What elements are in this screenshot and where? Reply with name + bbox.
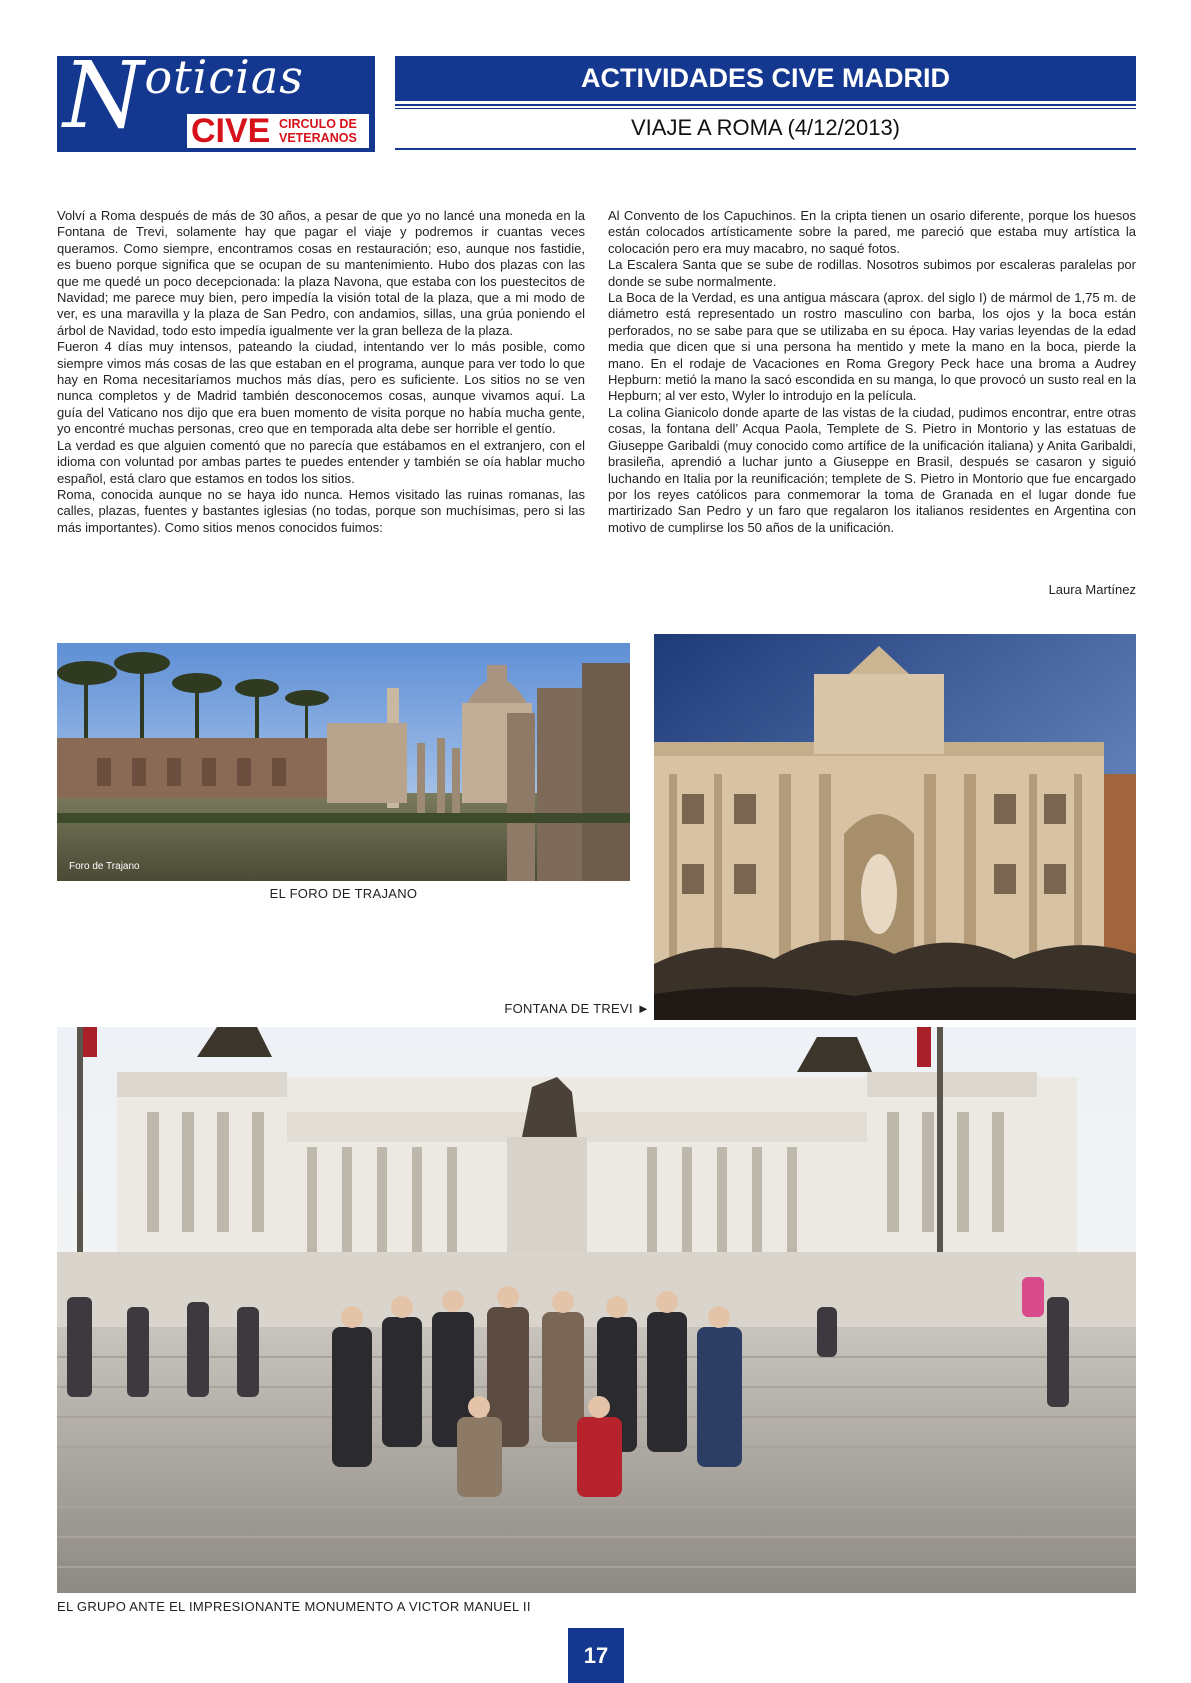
noticias-cive-logo xyxy=(57,56,375,152)
article-column-right xyxy=(608,208,1136,536)
paragraph: Volví a Roma después de más de 30 años, a pesar de que yo no lancé una moneda en la Fontana de Trevi, solamente hay que pagar el viaje y podremos ir cuantas veces queramos. Como siempre, encontramos cosas en restauración; eso, aunque nos fastidie, es bueno porque significa que se ocupan de su mantenimiento. Hubo dos plazas con las que me quedé un poco decepcionada: la plaza Navona, que estaba con los puestecitos de Navidad; me parece muy bien, pero impedía la visión total de la plaza, que a mi modo de ver, es una maravilla y la plaza de San Pedro, con andamios, sillas, una grúa poniendo el árbol de Navidad, todo esto impedía igualmente ver la gran belleza de la plaza. xyxy=(57,208,585,338)
paragraph: La colina Gianicolo donde aparte de las vistas de la ciudad, pudimos encontrar, entre otras cosas, la fontana dell’ Acqua Paola, Templete de S. Pietro in Montorio y las estatuas de Giuseppe Garibaldi (muy conocido como artífice de la unificación italiana) y Anita Garibaldi, brasileña, aprendió a luchar junto a Giuseppe en Brasil, después se casaron y siguió luchando en Italia por la reunificación; templete de S. Pietro in Montorio que fue encargado por los reyes católicos para conmemorar la toma de Granada en el lugar donde fue martirizado San Pedro y un faro que regalaron los italianos residentes en Argentina con motivo de cumplirse los 50 años de la unificación. xyxy=(608,404,1136,535)
paragraph: Roma, conocida aunque no se haya ido nunca. Hemos visitado las ruinas romanas, las calles, plazas, fuentes y bastantes iglesias (no todas, porque son muchísimas, pero si las más importantes). Como sitios menos conocidos fuimos: xyxy=(57,486,585,535)
section-title: ACTIVIDADES CIVE MADRID xyxy=(395,56,1136,101)
fontana-trevi-image xyxy=(654,634,1136,1020)
logo-cive-text: CIVE xyxy=(191,112,271,150)
logo-subtitle xyxy=(279,117,369,145)
fontana-trevi-photo xyxy=(654,634,1136,1020)
logo-script-rest: oticias xyxy=(144,56,304,104)
logo-cive-box xyxy=(187,114,369,148)
paragraph: La Escalera Santa que se sube de rodillas. Nosotros subimos por escaleras paralelas por donde se sube normalmente. xyxy=(608,257,1136,289)
article-column-left xyxy=(57,208,585,536)
trevi-caption-text: FONTANA DE TREVI xyxy=(504,1001,633,1016)
foro-caption: EL FORO DE TRAJANO xyxy=(269,886,418,901)
logo-subtitle-line-2: VETERANOS xyxy=(279,131,357,145)
article-author: Laura Martínez xyxy=(1048,582,1136,597)
foro-trajano-photo xyxy=(57,643,630,881)
header-rule-top xyxy=(395,104,1136,106)
group-caption: EL GRUPO ANTE EL IMPRESIONANTE MONUMENTO A VICTOR MANUEL II xyxy=(57,1599,531,1614)
arrow-right-icon: ► xyxy=(636,1001,650,1016)
article-title: VIAJE A ROMA (4/12/2013) xyxy=(630,115,901,140)
paragraph: La Boca de la Verdad, es una antigua máscara (aprox. del siglo I) de mármol de 1,75 m. de diámetro está representado un rostro masculino con barba, los ojos y la boca están perforados, no se sabe para que se utilizaba en su época. Hay varias leyendas de la edad media que dicen que si una persona ha mentido y mete la mano en la boca, pierde la mano. En el rodaje de Vacaciones en Roma Gregory Peck hace una broma a Audrey Hepburn: metió la mano la sacó escondida en su manga, lo que provocó un susto real en la Hepburn; al ver esto, Wyler lo introdujo en la película. xyxy=(608,290,1136,404)
foro-trajano-image xyxy=(57,643,630,881)
foro-inset-label: Foro de Trajano xyxy=(69,861,140,872)
paragraph: Al Convento de los Capuchinos. En la cripta tienen un osario diferente, porque los huesos están colocados artísticamente sobre la pared, me pareció que estaba muy artística la colocación pero era muy macabro, no saqué fotos. xyxy=(608,208,1136,256)
group-monument-photo xyxy=(57,1027,1136,1593)
paragraph: Fueron 4 días muy intensos, pateando la ciudad, intentando ver lo más posible, como siempre vimos más cosas de las que estaban en el programa, aunque para ver todo lo que hay en Roma necesitaríamos muchos más días, pero es suficiente. Los sitios no se ven nunca completos y de Madrid también desconocemos cosas, aunque vivamos aquí. La guía del Vaticano nos dijo que era buen momento de visita porque no había mucha gente, yo encontré muchas personas, creo que en temporada alta debe ser horrible el gentío. xyxy=(57,339,585,437)
header-rule-thin xyxy=(395,108,1136,109)
logo-script-initial: N xyxy=(63,56,145,149)
page-number: 17 xyxy=(568,1628,624,1683)
paragraph: La verdad es que alguien comentó que no parecía que estábamos en el extranjero, con el idioma con voluntad por ambas partes te puedes entender y también se oía hablar mucho español, está claro que estamos en todos los sitios. xyxy=(57,437,585,486)
logo-subtitle-line-1: CIRCULO DE xyxy=(279,117,357,131)
header-rule-bottom xyxy=(395,148,1136,150)
trevi-caption xyxy=(440,1001,650,1016)
group-monument-image xyxy=(57,1027,1136,1593)
